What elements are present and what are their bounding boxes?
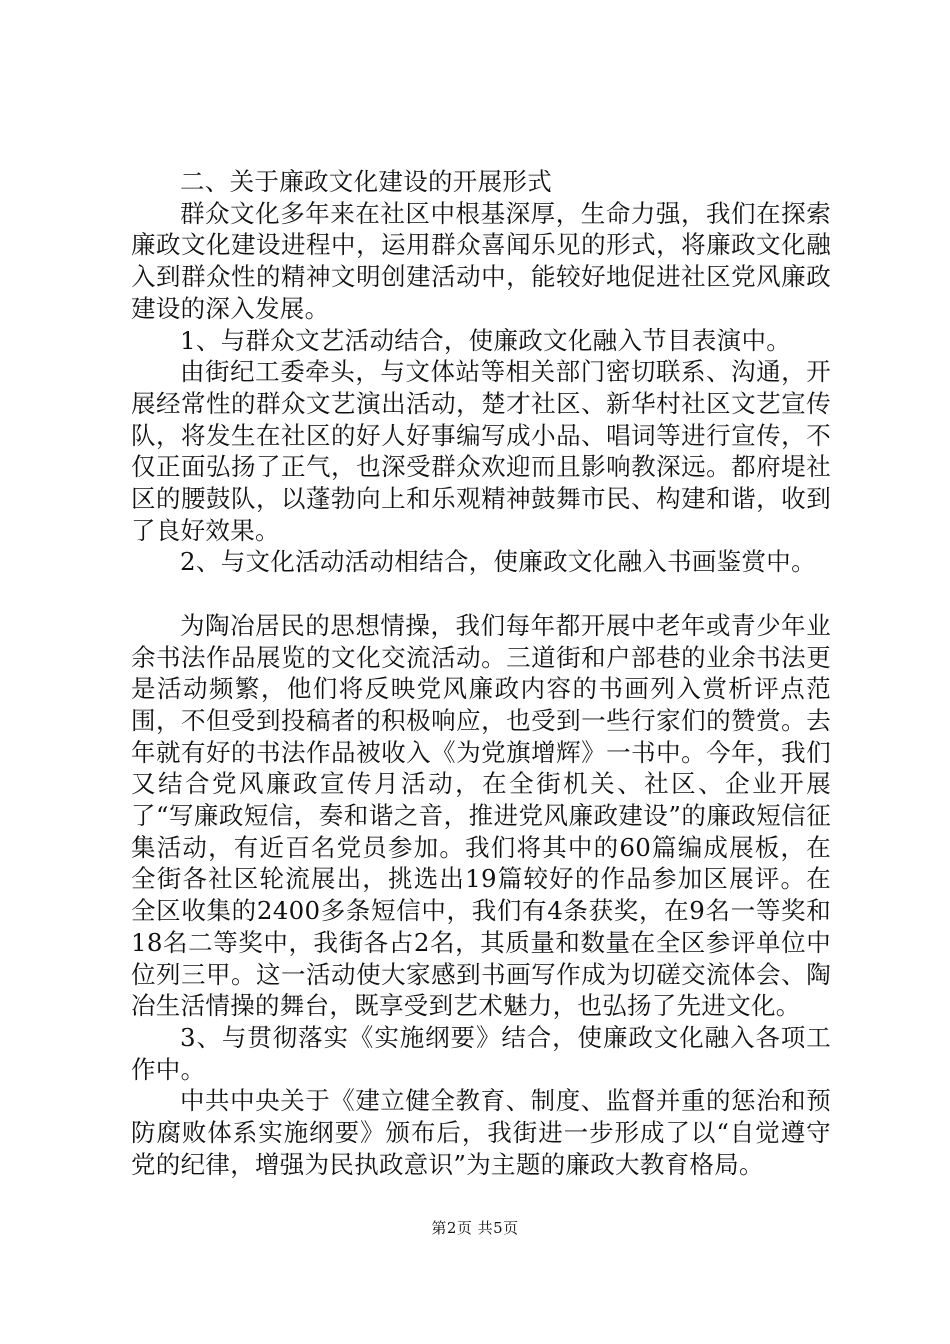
document-body (131, 166, 831, 1180)
page-footer: 第2页 共5页 (431, 1219, 519, 1237)
subsection-heading: 3、与贯彻落实《实施纲要》结合，使廉政文化融入各项工作中。 (131, 1022, 831, 1084)
body-paragraph: 中共中央关于《建立健全教育、制度、监督并重的惩治和预防腐败体系实施纲要》颁布后，我街进一步形成了以“自觉遵守党的纪律，增强为民执政意识”为主题的廉政大教育格局。 (131, 1086, 831, 1179)
body-paragraph: 为陶冶居民的思想情操，我们每年都开展中老年或青少年业余书法作品展览的文化交流活动。三道街和户部巷的业余书法更是活动频繁，他们将反映党风廉政内容的书画列入赏析评点范围，不但受到投稿者的积极响应，也受到一些行家们的赞赏。去年就有好的书法作品被收入《为党旗增辉》一书中。今年，我们又结合党风廉政宣传月活动，在全街机关、社区、企业开展了“写廉政短信，奏和谐之音，推进党风廉政建设”的廉政短信征集活动，有近百名党员参加。我们将其中的60篇编成展板，在全街各社区轮流展出，挑选出19篇较好的作品参加区展评。在全区收集的2400多条短信中，我们有4条获奖，在9名一等奖和18名二等奖中，我街各占2名，其质量和数量在全区参评单位中位列三甲。这一活动使大家感到书画写作成为切磋交流体会、陶冶生活情操的舞台，既享受到艺术魅力，也弘扬了先进文化。 (131, 610, 831, 1021)
section-heading: 二、关于廉政文化建设的开展形式 (180, 167, 552, 196)
subsection-heading: 2、与文化活动活动相结合，使廉政文化融入书画鉴赏中。 (180, 547, 816, 577)
subsection-heading: 1、与群众文艺活动结合，使廉政文化融入节目表演中。 (180, 325, 792, 355)
body-paragraph: 群众文化多年来在社区中根基深厚，生命力强，我们在探索廉政文化建设进程中，运用群众喜闻乐见的形式，将廉政文化融入到群众性的精神文明创建活动中，能较好地促进社区党风廉政建设的深入发展。 (131, 198, 831, 323)
body-paragraph: 由街纪工委牵头，与文体站等相关部门密切联系、沟通，开展经常性的群众文艺演出活动，楚才社区、新华村社区文艺宣传队，将发生在社区的好人好事编写成小品、唱词等进行宣传，不仅正面弘扬了正气，也深受群众欢迎而且影响教深远。都府堤社区的腰鼓队，以蓬勃向上和乐观精神鼓舞市民、构建和谐，收到了良好效果。 (131, 357, 831, 545)
